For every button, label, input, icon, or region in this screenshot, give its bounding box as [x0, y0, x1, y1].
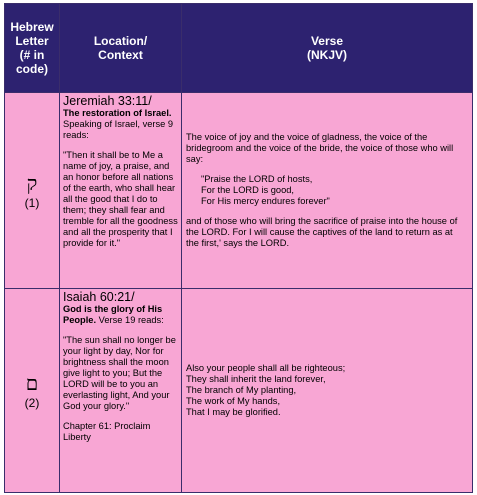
verse-line: That I may be glorified. — [186, 407, 281, 417]
context-title: The restoration of Israel. — [63, 108, 172, 118]
context-text — [63, 108, 179, 141]
letter-number: (1) — [24, 195, 40, 210]
header-verse-line: Verse — [310, 34, 344, 48]
location-cell — [60, 289, 182, 493]
location-cell — [60, 93, 182, 289]
header-hebrew-letter-line: (# in — [19, 48, 45, 62]
header-hebrew-letter — [5, 4, 60, 93]
verse-table — [4, 3, 473, 493]
table-row — [5, 289, 473, 493]
verse-line: Also your people shall all be righteous; — [186, 363, 346, 373]
hebrew-letter: ק — [26, 170, 38, 195]
context-quote: "Then it shall be to Me a name of joy, a praise, and an honor before all nations of the earth, who shall hear all the good that I do to them; they shall fear and tremble for all the goodness and all the prosperity that I provide for it." — [63, 150, 178, 248]
verse-line: They shall inherit the land forever, — [186, 374, 326, 384]
context-text — [63, 304, 179, 326]
verse-line: The work of My hands, — [186, 396, 281, 406]
header-hebrew-letter-line: Letter — [15, 34, 49, 48]
scripture-reference: Jeremiah 33:11/ — [63, 94, 152, 108]
header-hebrew-letter-line: code) — [15, 62, 48, 76]
verse-line: For the LORD is good, — [201, 185, 295, 195]
verse-line: The branch of My planting, — [186, 385, 297, 395]
hebrew-letter: ם — [25, 370, 39, 395]
header-row — [5, 4, 473, 93]
header-hebrew-letter-line: Hebrew — [10, 20, 54, 34]
header-location-context — [60, 4, 182, 93]
chapter-note: Chapter 61: Proclaim Liberty — [63, 421, 151, 442]
context-quote: "The sun shall no longer be your light by day, Nor for brightness shall the moon give light to you; But the LORD will be to you an everlasting light, And your God your glory." — [63, 335, 176, 411]
header-location-line: Context — [98, 48, 143, 62]
letter-number: (2) — [24, 395, 40, 410]
verse-cell — [182, 93, 473, 289]
verse-line: For His mercy endures forever" — [201, 196, 330, 206]
verse-text: The voice of joy and the voice of gladness, the voice of the bridegroom and the voice of the bride, the voice of those who will say: — [186, 132, 454, 164]
header-location-line: Location/ — [93, 34, 148, 48]
verse-text: and of those who will bring the sacrifice of praise into the house of the LORD. For I will cause the captives of the land to return as at the first,' says the LORD. — [186, 216, 458, 248]
table-row — [5, 93, 473, 289]
verse-cell — [182, 289, 473, 493]
scripture-reference: Isaiah 60:21/ — [63, 290, 135, 304]
header-verse — [182, 4, 473, 93]
hebrew-letter-cell — [5, 289, 60, 493]
verse-indented-quote — [186, 174, 468, 207]
verse-line: "Praise the LORD of hosts, — [201, 174, 313, 184]
context-description: Speaking of Israel, verse 9 reads: — [63, 119, 174, 140]
hebrew-letter-cell — [5, 93, 60, 289]
context-title: God is the glory of His People. — [63, 304, 163, 325]
header-verse-line: (NKJV) — [306, 48, 347, 62]
context-description: Verse 19 reads: — [96, 315, 164, 325]
